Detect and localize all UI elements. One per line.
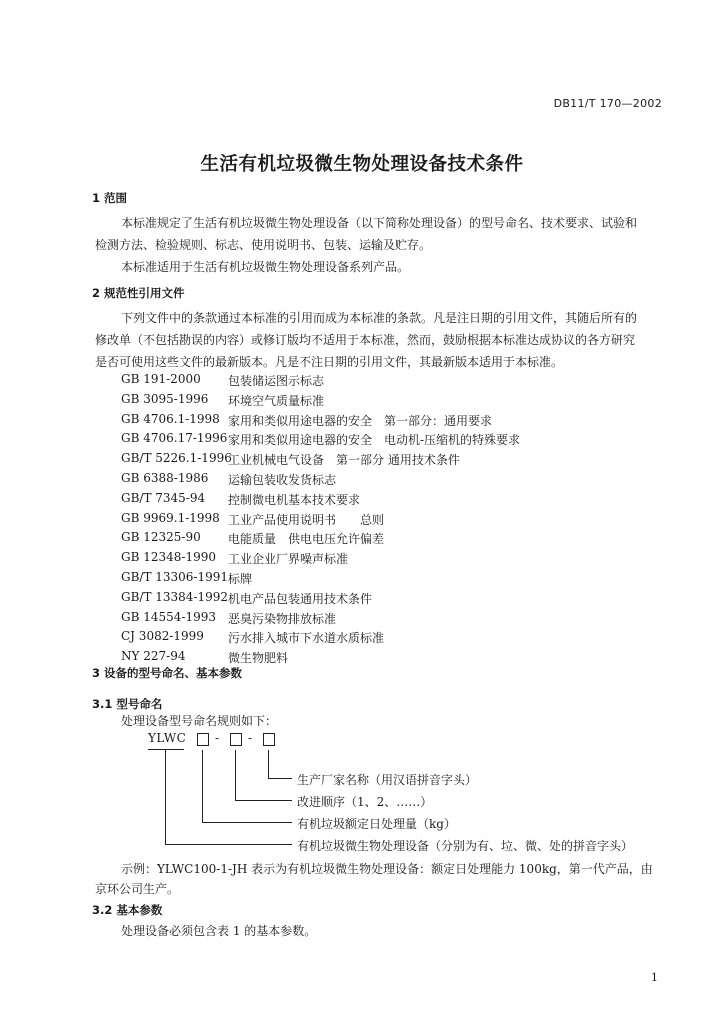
leader-capacity-v bbox=[202, 750, 203, 822]
standard-number: DB11/T 170—2002 bbox=[553, 97, 662, 110]
prefix-underline bbox=[148, 749, 184, 750]
reference-code: GB 191-2000 bbox=[121, 372, 201, 386]
reference-code: GB/T 13384-1992 bbox=[121, 590, 229, 604]
reference-code: GB 14554-1993 bbox=[121, 610, 216, 624]
section-3-heading: 3 设备的型号命名、基本参数 bbox=[92, 666, 243, 680]
leader-prefix-h bbox=[165, 844, 292, 845]
reference-title: 污水排入城市下水道水质标准 bbox=[228, 631, 385, 645]
page-number: 1 bbox=[651, 971, 658, 984]
example-line-1: 示例：YLWC100-1-JH 表示为有机垃圾微生物处理设备：额定日处理能力 100kg，第一代产品，由 bbox=[121, 862, 653, 876]
leader-version-h bbox=[235, 800, 292, 801]
model-version-box bbox=[230, 733, 242, 746]
reference-code: GB 3095-1996 bbox=[121, 392, 209, 406]
reference-title: 电能质量 供电电压允许偏差 bbox=[228, 532, 385, 546]
reference-title: 标牌 bbox=[228, 572, 253, 586]
reference-code: GB 9969.1-1998 bbox=[121, 511, 220, 525]
document-title: 生活有机垃圾微生物处理设备技术条件 bbox=[200, 154, 524, 175]
reference-title: 运输包装收发货标志 bbox=[228, 473, 337, 487]
model-manufacturer-box bbox=[263, 733, 275, 746]
section-1-para-1-line-2: 检测方法、检验规则、标志、使用说明书、包装、运输及贮存。 bbox=[95, 238, 432, 252]
leader-manufacturer-v bbox=[268, 750, 269, 778]
model-dash-1: - bbox=[215, 731, 220, 745]
section-3-2-heading: 3.2 基本参数 bbox=[92, 903, 163, 917]
section-1-heading: 1 范围 bbox=[92, 191, 128, 205]
model-dash-2: - bbox=[248, 731, 253, 745]
leader-prefix-v bbox=[165, 750, 166, 844]
model-capacity-box bbox=[197, 733, 209, 746]
model-rule-intro: 处理设备型号命名规则如下： bbox=[121, 714, 278, 728]
section-1-para-2: 本标准适用于生活有机垃圾微生物处理设备系列产品。 bbox=[121, 260, 410, 274]
reference-title: 工业产品使用说明书 总则 bbox=[228, 513, 385, 527]
reference-title: 家用和类似用途电器的安全 电动机-压缩机的特殊要求 bbox=[228, 433, 521, 447]
section-2-heading: 2 规范性引用文件 bbox=[92, 286, 185, 300]
section-2-intro-line-3: 是否可使用这些文件的最新版本。凡是不注日期的引用文件，其最新版本适用于本标准。 bbox=[95, 355, 564, 369]
reference-title: 环境空气质量标准 bbox=[228, 394, 325, 408]
leader-version-v bbox=[235, 750, 236, 800]
reference-code: GB/T 13306-1991 bbox=[121, 570, 229, 584]
reference-title: 微生物肥料 bbox=[228, 651, 289, 665]
reference-title: 恶臭污染物排放标准 bbox=[228, 612, 337, 626]
leader-manufacturer-h bbox=[268, 778, 292, 779]
section-3-1-heading: 3.1 型号命名 bbox=[92, 697, 163, 711]
reference-code: NY 227-94 bbox=[121, 649, 186, 663]
reference-code: GB/T 7345-94 bbox=[121, 491, 206, 505]
reference-title: 工业企业厂界噪声标准 bbox=[228, 552, 349, 566]
label-version: 改进顺序（1、2、……） bbox=[297, 795, 433, 809]
reference-title: 工业机械电气设备 第一部分 通用技术条件 bbox=[228, 453, 460, 467]
reference-code: GB 12348-1990 bbox=[121, 550, 216, 564]
leader-capacity-h bbox=[202, 822, 292, 823]
reference-title: 包装储运图示标志 bbox=[228, 374, 325, 388]
label-capacity: 有机垃圾额定日处理量（kg） bbox=[297, 817, 456, 831]
reference-title: 家用和类似用途电器的安全 第一部分：通用要求 bbox=[228, 414, 493, 428]
reference-code: GB/T 5226.1-1996 bbox=[121, 451, 232, 465]
label-manufacturer: 生产厂家名称（用汉语拼音字头） bbox=[297, 773, 478, 787]
reference-title: 控制微电机基本技术要求 bbox=[228, 493, 361, 507]
reference-code: GB 4706.1-1998 bbox=[121, 412, 220, 426]
section-2-intro-line-1: 下列文件中的条款通过本标准的引用而成为本标准的条款。凡是注日期的引用文件，其随后所有的 bbox=[121, 311, 638, 325]
section-2-intro-line-2: 修改单（不包括勘误的内容）或修订版均不适用于本标准，然而，鼓励根据本标准达成协议的各方研究 bbox=[95, 333, 636, 347]
reference-title: 机电产品包装通用技术条件 bbox=[228, 592, 373, 606]
example-line-2: 京环公司生产。 bbox=[95, 882, 180, 896]
model-prefix: YLWC bbox=[148, 731, 187, 745]
reference-code: GB 6388-1986 bbox=[121, 471, 209, 485]
label-device-type: 有机垃圾微生物处理设备（分别为有、垃、微、处的拼音字头） bbox=[297, 839, 634, 853]
reference-code: CJ 3082-1999 bbox=[121, 629, 204, 643]
reference-code: GB 12325-90 bbox=[121, 530, 201, 544]
basic-params-text: 处理设备必须包含表 1 的基本参数。 bbox=[121, 924, 317, 938]
section-1-para-1-line-1: 本标准规定了生活有机垃圾微生物处理设备（以下简称处理设备）的型号命名、技术要求、试验和 bbox=[121, 216, 638, 230]
reference-code: GB 4706.17-1996 bbox=[121, 431, 228, 445]
